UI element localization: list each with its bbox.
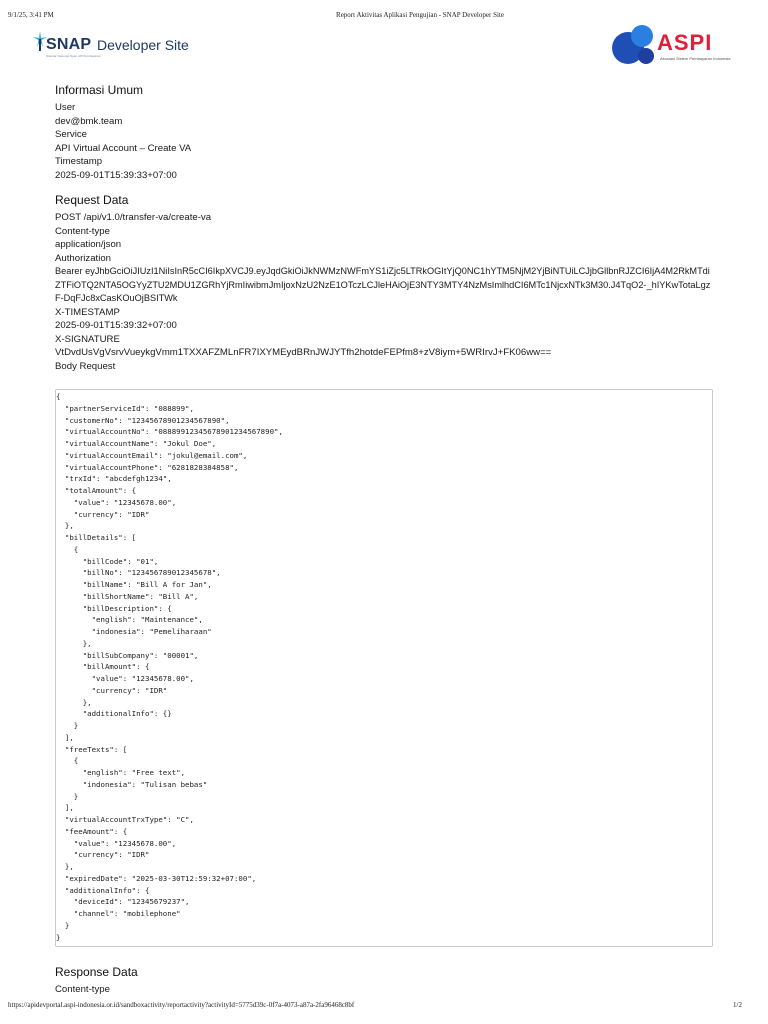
print-datetime: 9/1/25, 3:41 PM (8, 11, 54, 19)
aspi-circles-icon (610, 22, 660, 68)
snap-logo-tagline: Standar Nasional Open API Pembayaran (46, 54, 101, 58)
timestamp-value: 2025-09-01T15:39:33+07:00 (55, 169, 177, 181)
content-type-value: application/json (55, 239, 122, 250)
body-request-label: Body Request (55, 360, 116, 372)
authorization-label: Authorization (55, 252, 111, 264)
print-footer (0, 1001, 768, 1013)
print-page-number: 1/2 (733, 1001, 742, 1009)
user-value: dev@bmk.team (55, 115, 123, 127)
request-data-heading: Request Data (55, 193, 129, 207)
aspi-logo-word: ASPI (657, 30, 713, 55)
report-content (55, 82, 715, 373)
print-url: https://apidevportal.aspi-indonesia.or.id/sandboxactivity/reportactivity?activityId=5775d39c-0f7a-4073-a87a-2fa96468c8bf (8, 1001, 355, 1009)
snap-developer-site-logo[interactable] (32, 29, 202, 59)
authorization-value: Bearer eyJhbGciOiJIUzI1NiIsInR5cCI6IkpXVCJ9.eyJqdGkiOiJkNWMzNWFmYS1iZjc5LTRkOGItYjQ0NC1hYTM5NjM2YjBiNTUiLCJjbGllbnRJZCI6IjA4M2RkMTdiZTFiOTQ2NTA5OGYyZTU2MDU1ZGRhYjRmIiwibmJmIjoxNzU2NzE1OTczLCJleHAiOjE3NTY3MTY4NzMsImlhdCI6MTc1NjcxNTk3M30.J4TqO2-_hIYKwTotaLgzF-DqFJc8xCasKOuOjBSITWk (55, 266, 711, 303)
response-data-heading: Response Data (55, 965, 138, 979)
print-page-title: Report Aktivitas Aplikasi Pengujian - SNAP Developer Site (336, 11, 504, 19)
response-section (55, 964, 715, 997)
body-request-code-block[interactable] (55, 389, 713, 947)
service-value: API Virtual Account – Create VA (55, 142, 192, 154)
request-endpoint: POST /api/v1.0/transfer-va/create-va (55, 212, 212, 223)
service-label: Service (55, 129, 87, 140)
response-content-type-label: Content-type (55, 984, 110, 995)
aspi-logo-tagline: Asosiasi Sistem Pembayaran Indonesia (660, 56, 731, 61)
x-signature-label: X-SIGNATURE (55, 333, 120, 345)
user-label: User (55, 102, 76, 113)
snap-logo-word: SNAP (46, 36, 92, 53)
x-timestamp-label: X-TIMESTAMP (55, 306, 120, 318)
x-signature-value: VtDvdUsVgVsrvVueykgVmm1TXXAFZMLnFR7IXYMEydBRnJWJYTfh2hotdeFEPfm8+zV8iym+5WRIrvJ+FK06ww== (55, 347, 552, 358)
aspi-logo[interactable] (610, 22, 745, 68)
timestamp-label: Timestamp (55, 156, 103, 167)
general-info-heading: Informasi Umum (55, 83, 144, 97)
body-request-json: { "partnerServiceId": "088899", "customerNo": "12345678901234567890", "virtualAccountNo": "08889912345678901234567890", "virtualAccountName": "Jokul Doe", "virtualAccountEmail": "jokul@email.com", "virtualAccountPhone": "6281828384858", "trxId": "abcdefgh1234", "totalAmount": { "value": "12345678.00", "currency": "IDR" }, "billDetails": [ { "billCode": "01", "billNo": "123456789012345678", "billName": "Bill A for Jan", "billShortName": "Bill A", "billDescription": { "english": "Maintenance", "indonesia": "Pemeliharaan" }, "billSubCompany": "00001", "billAmount": { "value": "12345678.00", "currency": "IDR" }, "additionalInfo": {} } ], "freeTexts": [ { "english": "Free text", "indonesia": "Tulisan bebas" } ], "virtualAccountTrxType": "C", "feeAmount": { "value": "12345678.00", "currency": "IDR" }, "expiredDate": "2025-03-30T12:59:32+07:00", "additionalInfo": { "deviceId": "12345679237", "channel": "mobilephone" } } (56, 392, 283, 942)
x-timestamp-value: 2025-09-01T15:39:32+07:00 (55, 320, 177, 331)
content-type-label: Content-type (55, 225, 110, 237)
snap-logo-subtitle: Developer Site (97, 37, 189, 53)
